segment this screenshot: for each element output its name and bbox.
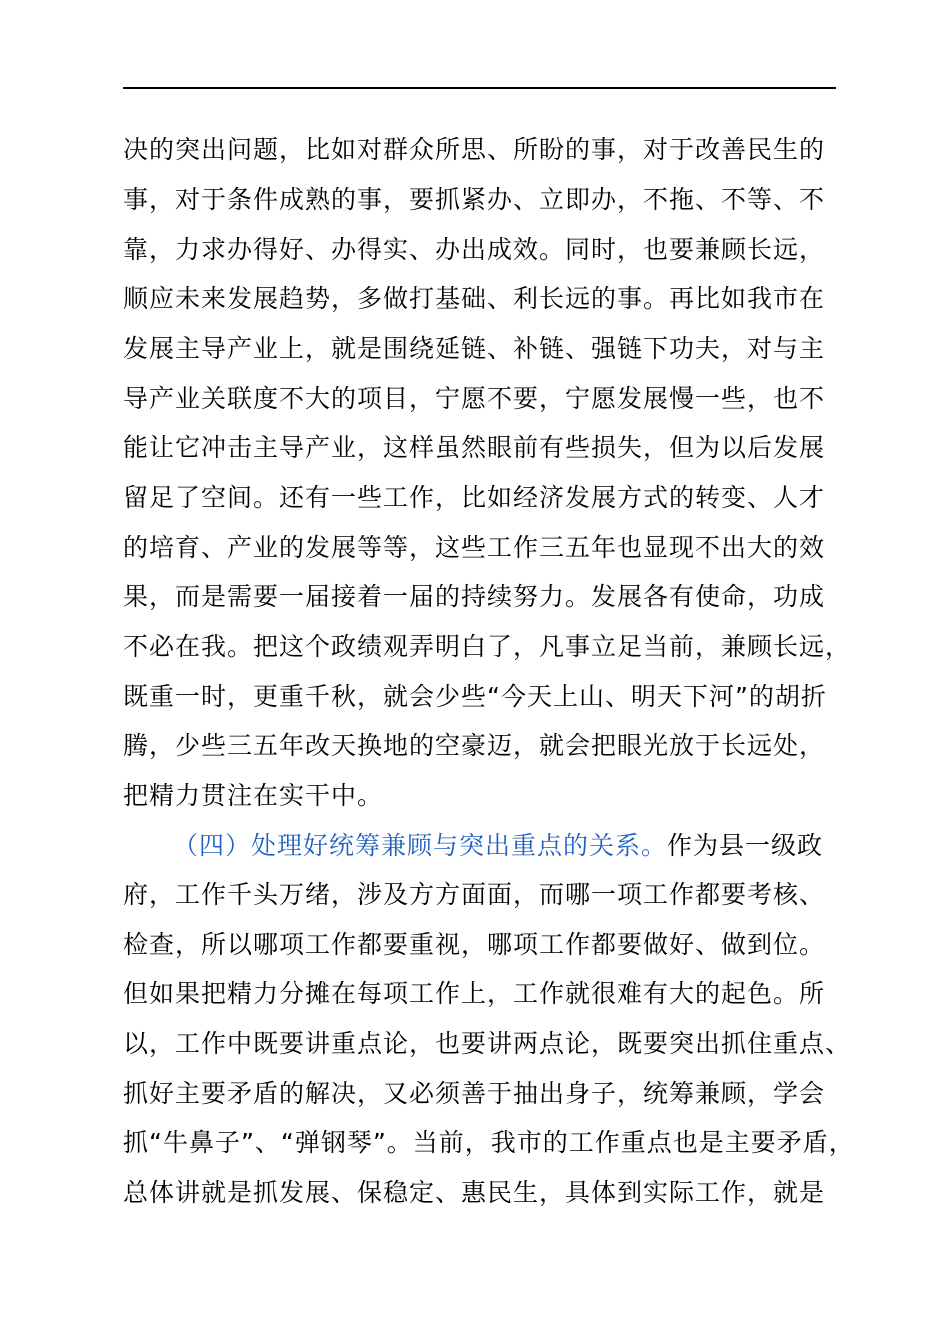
paragraph-line: 把精力贯注在实干中。 <box>123 781 384 810</box>
paragraph-line: 发展主导产业上，就是围绕延链、补链、强链下功夫，对与主 <box>123 334 826 363</box>
paragraph-line: 但如果把精力分摊在每项工作上，工作就很难有大的起色。所 <box>123 979 826 1008</box>
paragraph-line: 果，而是需要一届接着一届的持续努力。发展各有使命，功成 <box>123 582 826 611</box>
paragraph-line: 靠，力求办得好、办得实、办出成效。同时，也要兼顾长远， <box>123 235 826 264</box>
paragraph-line: 以，工作中既要讲重点论，也要讲两点论，既要突出抓住重点、 <box>123 1029 852 1058</box>
paragraph-line: 留足了空间。还有一些工作，比如经济发展方式的转变、人才 <box>123 483 826 512</box>
paragraph-line: 顺应未来发展趋势，多做打基础、利长远的事。再比如我市在 <box>123 284 826 313</box>
paragraph-line: 不必在我。把这个政绩观弄明白了，凡事立足当前，兼顾长远， <box>123 632 852 661</box>
section-heading: （四）处理好统筹兼顾与突出重点的关系。 <box>173 831 668 860</box>
paragraph-line: 总体讲就是抓发展、保稳定、惠民生，具体到实际工作，就是 <box>123 1178 826 1207</box>
paragraph-line: 能让它冲击主导产业，这样虽然眼前有些损失，但为以后发展 <box>123 433 826 462</box>
header-rule <box>123 87 836 89</box>
paragraph-line: 检查，所以哪项工作都要重视，哪项工作都要做好、做到位。 <box>123 930 826 959</box>
paragraph-line: 的培育、产业的发展等等，这些工作三五年也显现不出大的效 <box>123 533 826 562</box>
paragraph-line: 抓“牛鼻子”、“弹钢琴”。当前，我市的工作重点也是主要矛盾， <box>123 1128 855 1157</box>
section-heading-continuation: 作为县一级政 <box>667 831 824 860</box>
section-heading-line <box>173 824 863 868</box>
paragraph-line: 事，对于条件成熟的事，要抓紧办、立即办，不拖、不等、不 <box>123 185 826 214</box>
paragraph-line: 腾，少些三五年改天换地的空豪迈，就会把眼光放于长远处， <box>123 731 826 760</box>
paragraph-line: 决的突出问题，比如对群众所思、所盼的事，对于改善民生的 <box>123 135 826 164</box>
paragraph-line: 府，工作千头万绪，涉及方方面面，而哪一项工作都要考核、 <box>123 880 826 909</box>
paragraph-line: 导产业关联度不大的项目，宁愿不要，宁愿发展慢一些，也不 <box>123 384 826 413</box>
paragraph-line: 既重一时，更重千秋，就会少些“今天上山、明天下河”的胡折 <box>123 682 827 711</box>
paragraph-line: 抓好主要矛盾的解决，又必须善于抽出身子，统筹兼顾，学会 <box>123 1079 826 1108</box>
